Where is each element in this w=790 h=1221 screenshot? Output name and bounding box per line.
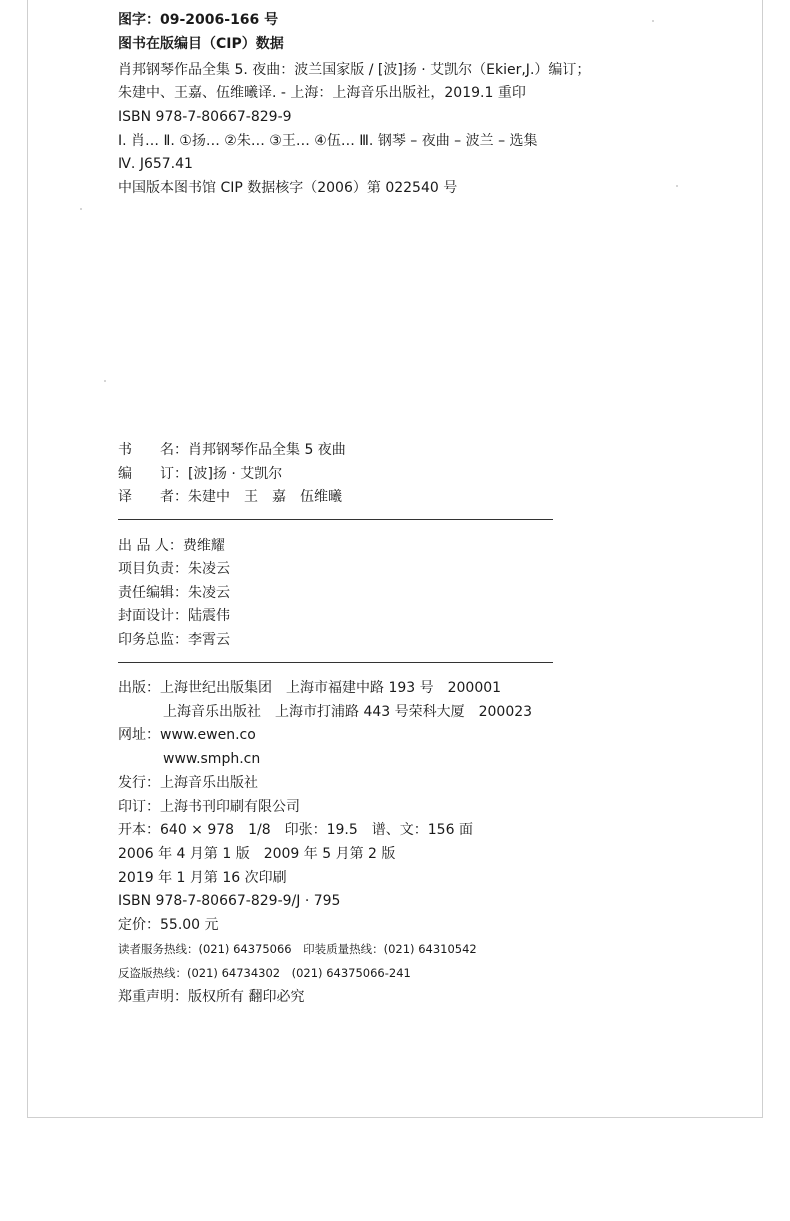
scan-speck	[676, 185, 678, 187]
book-translator-label: 译 者：	[118, 489, 188, 505]
book-translator-value: 朱建中 王 嘉 伍维曦	[188, 489, 342, 505]
scan-speck	[104, 380, 106, 382]
responsible-editor-row	[118, 584, 230, 602]
isbn-full: ISBN 978-7-80667-829-9/J · 795	[118, 893, 341, 909]
producer-value: 费维耀	[182, 538, 225, 554]
distributor: 发行：上海音乐出版社	[118, 775, 258, 791]
edition-info: 2006 年 4 月第 1 版 2009 年 5 月第 2 版	[118, 846, 396, 862]
responsible-editor-label: 责任编辑：	[118, 585, 188, 601]
scan-speck	[652, 20, 654, 22]
book-editor-label: 编 订：	[118, 466, 188, 482]
cip-line-2: 朱建中、王嘉、伍维曦译. - 上海：上海音乐出版社，2019.1 重印	[118, 85, 526, 101]
divider-2	[118, 662, 553, 663]
permit-number: 图字：09-2006-166 号	[118, 12, 279, 28]
project-row	[118, 560, 230, 578]
website-row-1	[118, 726, 256, 744]
cip-isbn: ISBN 978-7-80667-829-9	[118, 109, 292, 125]
cip-heading: 图书在版编目（CIP）数据	[118, 36, 284, 52]
print-director-row	[118, 631, 230, 649]
website-label: 网址：	[118, 727, 160, 743]
book-title-label: 书 名：	[118, 442, 188, 458]
printing-info: 2019 年 1 月第 16 次印刷	[118, 870, 287, 886]
book-editor-row	[118, 465, 282, 483]
anti-piracy-hotlines: 反盗版热线：(021) 64734302 (021) 64375066-241	[118, 966, 411, 980]
responsible-editor-value: 朱凌云	[188, 585, 230, 601]
publisher-row-1	[118, 679, 501, 697]
publisher-2: 上海音乐出版社 上海市打浦路 443 号荣科大厦 200023	[163, 704, 533, 720]
cip-record-number: 中国版本图书馆 CIP 数据核字（2006）第 022540 号	[118, 180, 458, 196]
service-hotlines: 读者服务热线：(021) 64375066 印装质量热线：(021) 64310542	[118, 942, 477, 956]
cover-design-row	[118, 607, 230, 625]
print-director-value: 李霄云	[188, 632, 230, 648]
print-director-label: 印务总监：	[118, 632, 188, 648]
project-value: 朱凌云	[188, 561, 230, 577]
book-title-value: 肖邦钢琴作品全集 5 夜曲	[188, 442, 346, 458]
producer-label: 出 品 人：	[118, 538, 183, 554]
producer-row	[118, 537, 225, 555]
printer: 印订：上海书刊印刷有限公司	[118, 799, 300, 815]
cover-design-value: 陆震伟	[188, 608, 230, 624]
format-specs: 开本：640 × 978 1/8 印张：19.5 谱、文：156 面	[118, 822, 473, 838]
project-label: 项目负责：	[118, 561, 188, 577]
cip-subjects-1: Ⅰ. 肖… Ⅱ. ①扬… ②朱… ③王… ④伍… Ⅲ. 钢琴 – 夜曲 – 波兰 – 选集	[118, 133, 538, 149]
rights-statement: 郑重声明：版权所有 翻印必究	[118, 989, 305, 1005]
publisher-1: 上海世纪出版集团 上海市福建中路 193 号 200001	[160, 680, 502, 696]
cip-line-1: 肖邦钢琴作品全集 5. 夜曲：波兰国家版 / [波]扬 · 艾凯尔（Ekier,J.）编订；	[118, 62, 591, 78]
website-1: www.ewen.co	[160, 727, 256, 743]
cover-design-label: 封面设计：	[118, 608, 188, 624]
price: 定价：55.00 元	[118, 917, 219, 933]
book-editor-value: [波]扬 · 艾凯尔	[188, 466, 283, 482]
cip-subjects-2: Ⅳ. J657.41	[118, 156, 193, 172]
scan-speck	[80, 208, 82, 210]
book-title-row	[118, 441, 346, 459]
divider-1	[118, 519, 553, 520]
website-2: www.smph.cn	[163, 751, 261, 767]
book-translator-row	[118, 488, 342, 506]
publisher-label: 出版：	[118, 680, 160, 696]
